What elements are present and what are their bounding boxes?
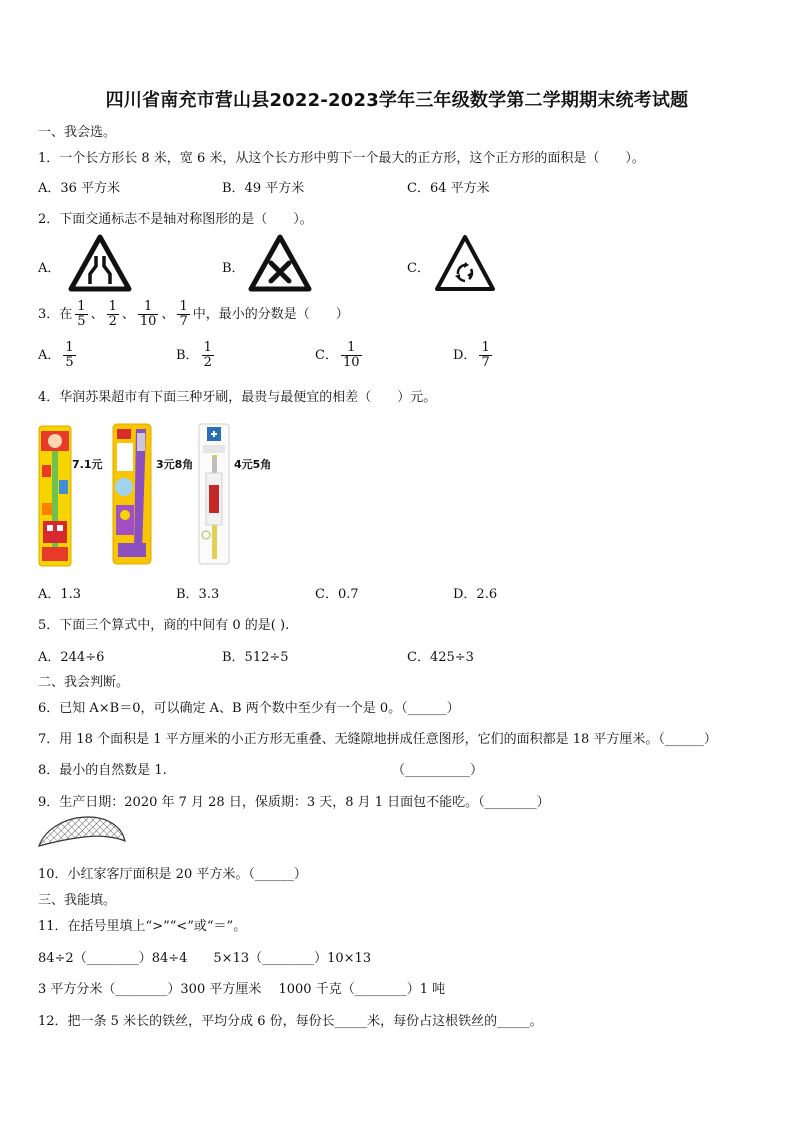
q3-option-c[interactable]: C． $\frac{1}{10}$ — [315, 340, 360, 370]
question-6-text: 6．已知 A×B＝0，可以确定 A、B 两个数中至少有一个是 0。（______） — [38, 701, 460, 716]
cross-sign-icon — [248, 234, 312, 292]
question-12-text: 12．把一条 5 米长的铁丝，平均分成 6 份，每份长_____米，每份占这根铁丝的_____。 — [38, 1014, 543, 1029]
q1-option-c[interactable]: C．64 平方米 — [407, 181, 490, 196]
q4-option-d[interactable]: D．2.6 — [453, 587, 498, 602]
question-11-text: 11．在括号里填上“>”“<”或“＝”。 — [38, 919, 247, 934]
q5-option-c[interactable]: C．425÷3 — [407, 650, 474, 665]
section-3-heading: 三、我能填。 — [38, 893, 117, 908]
q1-option-b[interactable]: B．49 平方米 — [222, 181, 305, 196]
q2-option-b-label[interactable]: B． — [222, 261, 245, 276]
page-title: 四川省南充市营山县2022-2023学年三年级数学第二学期期末统考试题 — [105, 90, 689, 111]
toothbrush-2-price: 3元8角 — [156, 458, 194, 471]
question-10-text: 10．小红家客厅面积是 20 平方米。（______） — [38, 867, 307, 882]
question-5-text: 5．下面三个算式中，商的中间有 0 的是( ). — [38, 618, 290, 633]
q5-option-a[interactable]: A．244÷6 — [38, 650, 105, 665]
q2-option-c-label[interactable]: C． — [407, 261, 430, 276]
q5-option-b[interactable]: B．512÷5 — [222, 650, 289, 665]
toothbrush-2-image — [112, 423, 152, 565]
q4-option-a[interactable]: A．1.3 — [38, 587, 82, 602]
q3-suffix: 中，最小的分数是（ ） — [192, 307, 349, 322]
question-1-text: 1．一个长方形长 8 米，宽 6 米，从这个长方形中剪下一个最大的正方形，这个正方形的面积是（ ）。 — [38, 151, 645, 166]
question-8-text: 8．最小的自然数是 1. — [38, 763, 167, 778]
narrow-road-sign-icon — [68, 234, 132, 292]
fraction-1-7: $\frac{1}{7}$ — [179, 299, 188, 329]
fraction-1-5: $\frac{1}{5}$ — [77, 299, 86, 329]
q3-option-d[interactable]: D． $\frac{1}{7}$ — [453, 340, 490, 370]
fraction-1-10: $\frac{1}{10}$ — [139, 299, 157, 329]
fraction-1-2: $\frac{1}{2}$ — [108, 299, 117, 329]
q11-line-2[interactable]: 3 平方分米（________）300 平方厘米 1000 千克（________）1 吨 — [38, 982, 446, 997]
question-3: 3．在 $\frac{1}{5}$ 、 $\frac{1}{2}$ 、 $\frac{1}{10}$ 、 $\frac{1}{7}$ 中，最小的分数是（ ） — [38, 299, 349, 329]
section-2-heading: 二、我会判断。 — [38, 675, 130, 690]
toothbrush-1-price: 7.1元 — [72, 458, 103, 471]
q3-option-b[interactable]: B． $\frac{1}{2}$ — [176, 340, 212, 370]
question-9-text: 9．生产日期：2020 年 7 月 28 日，保质期：3 天，8 月 1 日面包不能吃。（________） — [38, 795, 550, 810]
question-2-text: 2．下面交通标志不是轴对称图形的是（ ）。 — [38, 212, 313, 227]
q3-prefix: 3．在 — [38, 307, 73, 322]
toothbrush-3-price: 4元5角 — [234, 458, 272, 471]
q8-answer-blank[interactable]: （__________） — [392, 763, 484, 778]
toothbrush-1-image — [38, 425, 72, 567]
q1-option-a[interactable]: A．36 平方米 — [38, 181, 121, 196]
q4-option-b[interactable]: B．3.3 — [176, 587, 220, 602]
q4-option-c[interactable]: C．0.7 — [315, 587, 359, 602]
q11-line-1[interactable]: 84÷2（________）84÷4 5×13（________）10×13 — [38, 951, 372, 966]
roundabout-sign-icon — [434, 234, 496, 292]
question-7-text: 7．用 18 个面积是 1 平方厘米的小正方形无重叠、无缝隙地拼成任意图形，它们的面积都是 18 平方厘米。（______） — [38, 732, 717, 747]
q2-option-a-label[interactable]: A． — [38, 261, 61, 276]
question-4-text: 4．华润苏果超市有下面三种牙刷，最贵与最便宜的相差（ ）元。 — [38, 390, 437, 405]
q3-option-a[interactable]: A． $\frac{1}{5}$ — [38, 340, 74, 370]
toothbrush-3-image — [198, 423, 230, 565]
bread-icon — [36, 813, 128, 851]
section-1-heading: 一、我会选。 — [38, 125, 117, 140]
